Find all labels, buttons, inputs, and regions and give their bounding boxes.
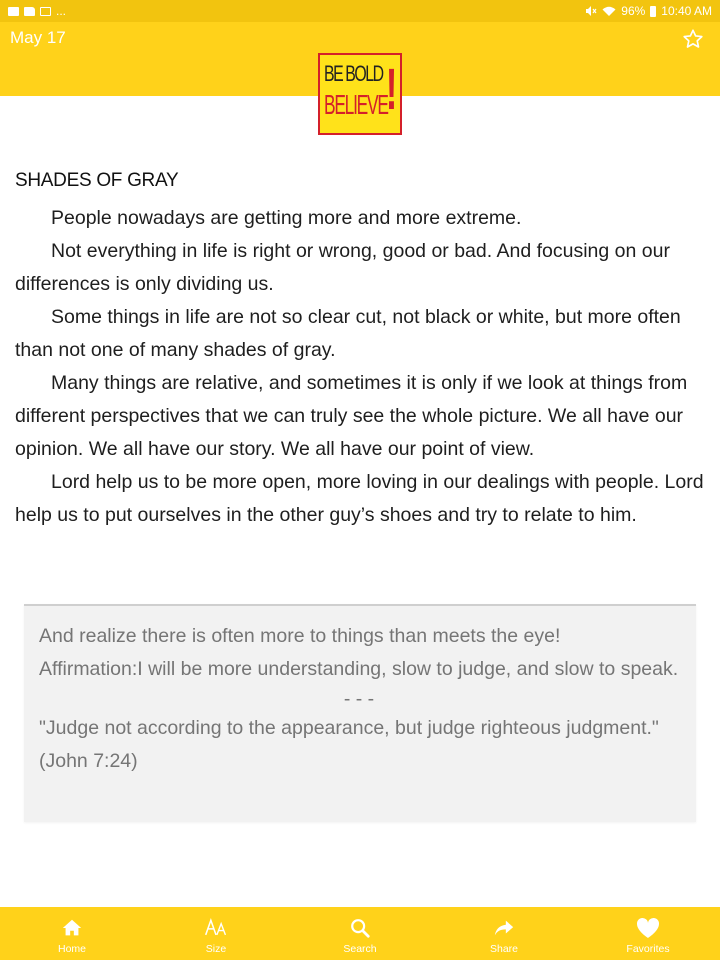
status-bar [0,0,720,22]
mail-notification-icon [40,7,51,16]
nav-share-label: Share [489,943,519,955]
logo-exclamation: ! [385,57,397,122]
devotional-date: May 17 [10,28,66,47]
star-outline-icon [682,28,704,50]
status-notifications [8,4,66,18]
status-system [585,4,712,18]
nav-favorites[interactable] [576,907,720,960]
scripture-verse: "Judge not according to the appearance, but judge righteous judgment." (John 7:24) [39,717,659,772]
favorite-button[interactable] [680,26,706,52]
share-icon [492,916,516,940]
more-notifications-text: ... [56,4,67,18]
body-paragraph: Not everything in life is right or wrong, good or bad. And focusing on our differences is only dividing us. [15,240,670,295]
nav-search-label: Search [343,943,377,955]
heart-icon [636,916,660,940]
home-icon [60,916,84,940]
logo-line1: BE BOLD [324,61,383,86]
nav-search[interactable] [288,907,432,960]
nav-share[interactable] [432,907,576,960]
affirmation-line: Affirmation:I will be more understanding, slow to judge, and slow to speak. [39,658,679,680]
body-paragraph: Lord help us to be more open, more loving in our dealings with people. Lord help us to put ourselves in the other guy’s shoes and try to relate to him. [15,471,704,526]
nav-home-label: Home [57,943,86,955]
separator: - - - [343,688,375,710]
affirmation-box [24,604,696,822]
image-notification-icon [8,7,19,16]
battery-icon [650,6,656,17]
be-bold-believe-logo [318,53,402,135]
body-paragraph: Many things are relative, and sometimes it is only if we look at things from different perspectives that we can truly see the whole picture. We all have our opinion. We all have our story. We all have our point of view. [15,372,688,460]
wifi-icon [602,6,616,17]
body-paragraph: Some things in life are not so clear cut, not black or white, but more often than not one of many shades of gray. [15,306,681,361]
nav-favorites-label: Favorites [626,943,670,955]
search-icon [348,916,372,940]
clock: 10:40 AM [661,4,712,18]
bottom-nav [0,907,720,960]
logo-line2: BELIEVE [324,89,388,120]
realize-line: And realize there is often more to things than meets the eye! [39,625,561,647]
affirmation-text [39,620,679,778]
nav-home[interactable] [0,907,144,960]
nav-size[interactable] [144,907,288,960]
nav-size-label: Size [205,943,227,955]
devotional-body [15,202,707,532]
devotional-title: SHADES OF GRAY [15,170,179,191]
body-paragraph: People nowadays are getting more and more extreme. [51,207,522,229]
text-size-icon [204,916,228,940]
battery-percent: 96% [621,4,646,18]
folder-notification-icon [24,7,35,16]
mute-icon [585,5,597,17]
